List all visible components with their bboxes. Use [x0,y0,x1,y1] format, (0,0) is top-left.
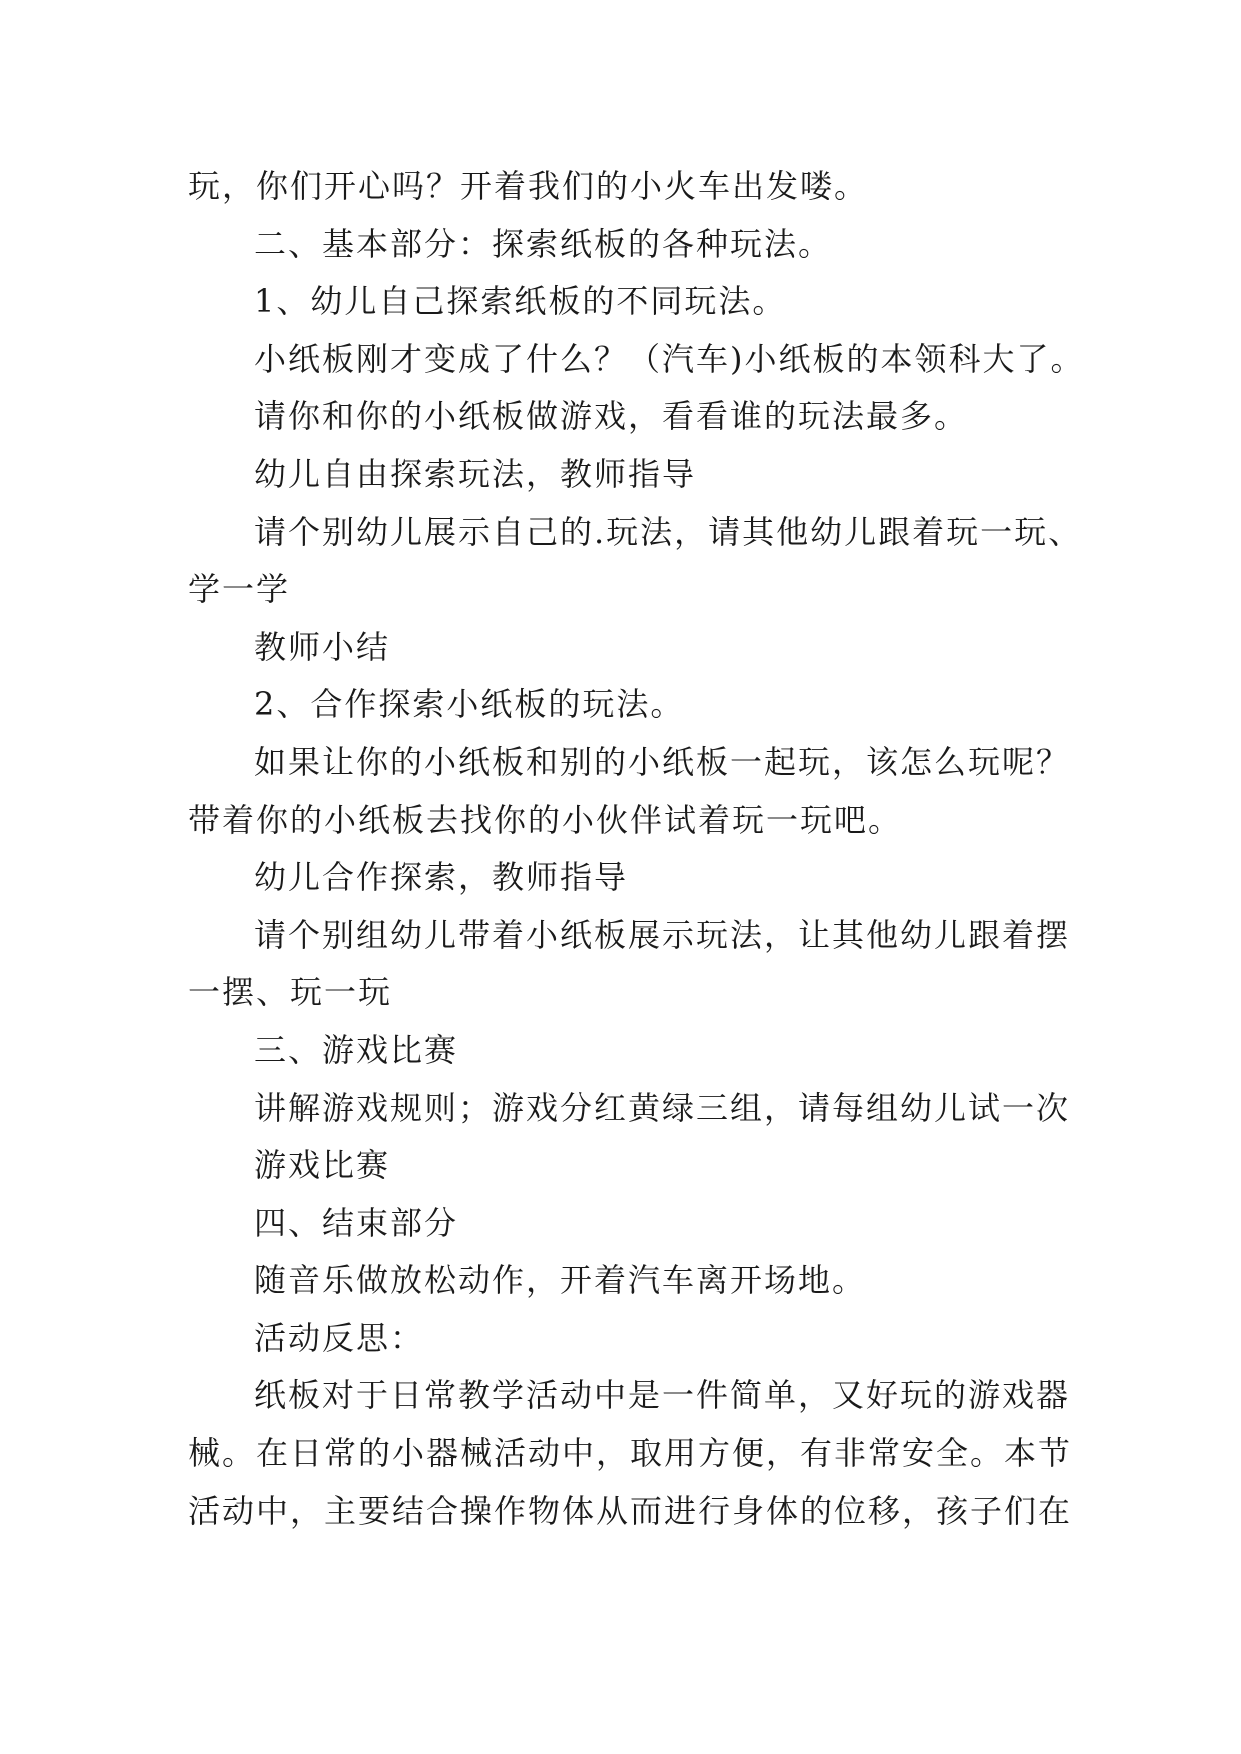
text-line: 带着你的小纸板去找你的小伙伴试着玩一玩吧。 [188,800,903,839]
text-line: 1、幼儿自己探索纸板的不同玩法。 [254,282,787,321]
text-line: 请个别组幼儿带着小纸板展示玩法，让其他幼儿跟着摆 [254,915,1071,954]
text-line: 玩，你们开心吗？开着我们的小火车出发喽。 [188,167,869,205]
text-line: 一摆、玩一玩 [188,973,393,1012]
text-line: 二、基本部分：探索纸板的各种玩法。 [254,224,833,263]
text-line: 幼儿合作探索，教师指导 [254,858,629,897]
text-line: 械。在日常的小器械活动中，取用方便，有非常安全。本节 [188,1434,1073,1473]
text-line: 游戏比赛 [254,1146,391,1185]
document-body [188,158,1085,1540]
text-line: 学一学 [188,570,291,609]
text-line: 请你和你的小纸板做游戏，看看谁的玩法最多。 [254,397,969,436]
text-line: 幼儿自由探索玩法，教师指导 [254,454,697,493]
text-line: 活动反思： [254,1318,425,1357]
text-line: 讲解游戏规则；游戏分红黄绿三组，请每组幼儿试一次 [254,1088,1071,1127]
text-line: 纸板对于日常教学活动中是一件简单，又好玩的游戏器 [254,1376,1071,1415]
text-line: 活动中，主要结合操作物体从而进行身体的位移，孩子们在 [188,1491,1073,1530]
text-line: 教师小结 [254,627,391,666]
text-line: 如果让你的小纸板和别的小纸板一起玩，该怎么玩呢？ [254,742,1071,781]
text-line: 请个别幼儿展示自己的.玩法，请其他幼儿跟着玩一玩、 [254,512,1083,551]
text-line: 四、结束部分 [254,1203,459,1242]
text-line: 小纸板刚才变成了什么？（汽车)小纸板的本领科大了。 [254,339,1085,378]
text-line: 随音乐做放松动作，开着汽车离开场地。 [254,1261,867,1300]
text-line: 三、游戏比赛 [254,1030,459,1069]
text-line: 2、合作探索小纸板的玩法。 [254,685,685,724]
